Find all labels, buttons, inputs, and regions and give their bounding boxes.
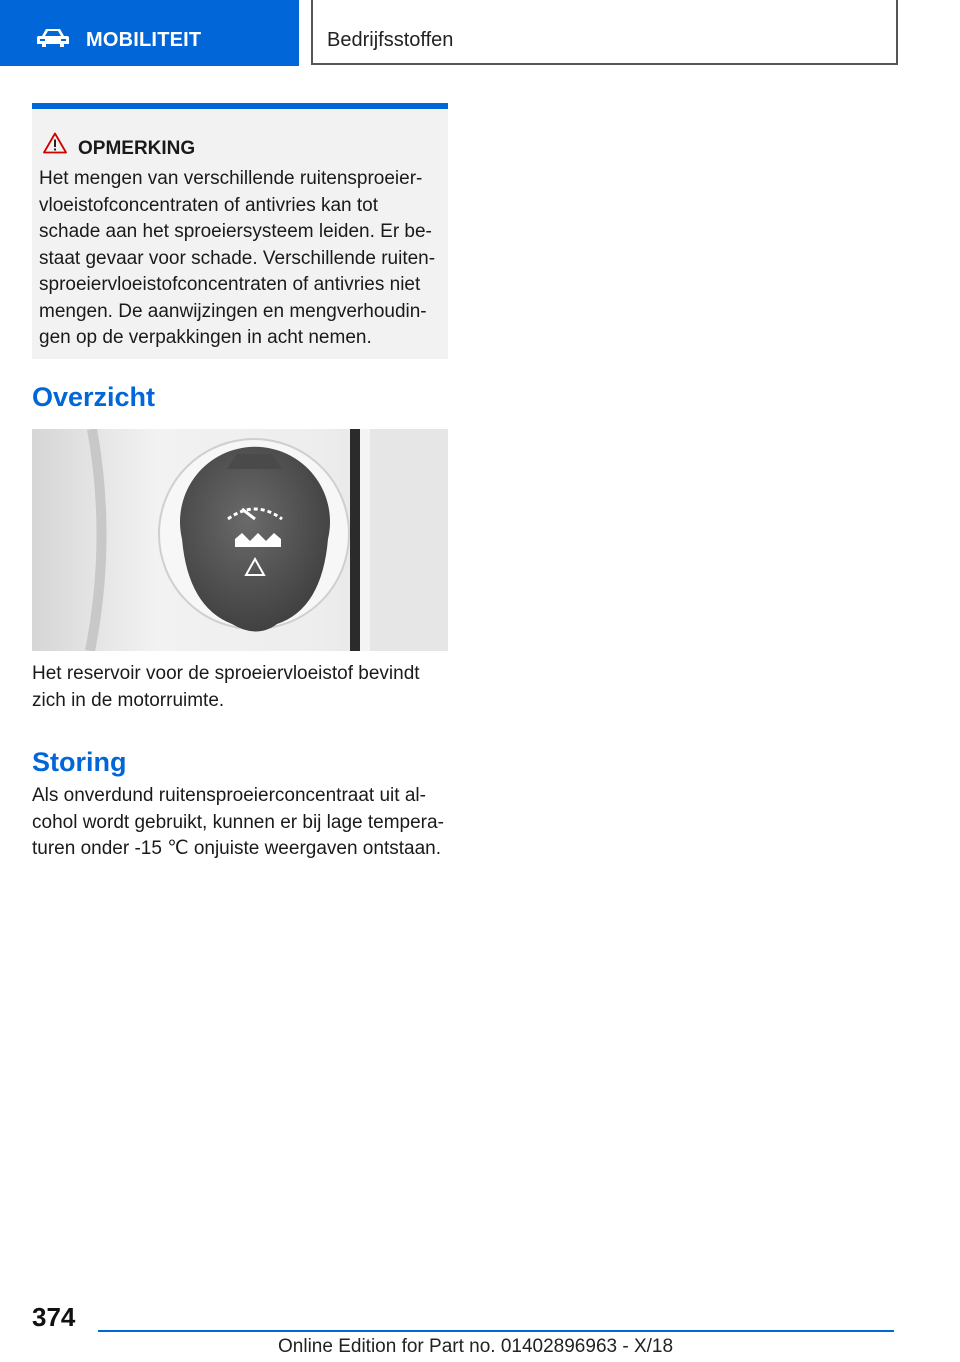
fault-text [32,783,448,863]
note-line: gen op de verpakkingen in acht nemen. [39,327,372,348]
fault-line: cohol wordt gebruikt, kunnen er bij lage tempera- [32,811,444,833]
note-box [32,103,448,359]
section-tab[interactable] [0,0,299,66]
chapter-tab[interactable] [311,0,898,65]
warning-triangle-icon [43,132,67,154]
note-title: OPMERKING [78,138,196,159]
fault-line: turen onder -15 ℃ onjuiste weergaven ontstaan. [32,838,441,859]
note-line: Het mengen van verschillende ruitensproeier- [39,168,423,189]
footer-divider [98,1330,894,1332]
page-number: 374 [32,1302,76,1332]
overview-line: Het reservoir voor de sproeiervloeistof bevindt [32,663,420,684]
note-line: schade aan het sproeiersysteem leiden. Er be- [39,221,432,242]
overview-text [32,661,448,714]
section-label: MOBILITEIT [86,29,202,51]
chapter-label: Bedrijfsstoffen [327,29,454,51]
car-icon [36,27,70,49]
overview-heading: Overzicht [32,382,156,412]
note-line: staat gevaar voor schade. Verschillende ruiten- [39,247,436,269]
note-line: vloeistofconcentraten of antivries kan tot [39,194,379,216]
fault-heading: Storing [32,747,127,777]
note-line: sproeiervloeistofconcentraten of antivries niet [39,274,421,295]
washer-reservoir-photo [32,429,448,651]
overview-line: zich in de motorruimte. [32,689,225,711]
note-line: mengen. De aanwijzingen en mengverhoudin- [39,300,427,322]
footer-edition: Online Edition for Part no. 01402896963 - X/18 [278,1336,674,1357]
fault-line: Als onverdund ruitensproeierconcentraat uit al- [32,785,426,806]
note-body [39,166,443,352]
washer-fluid-cap-icon [32,429,448,651]
